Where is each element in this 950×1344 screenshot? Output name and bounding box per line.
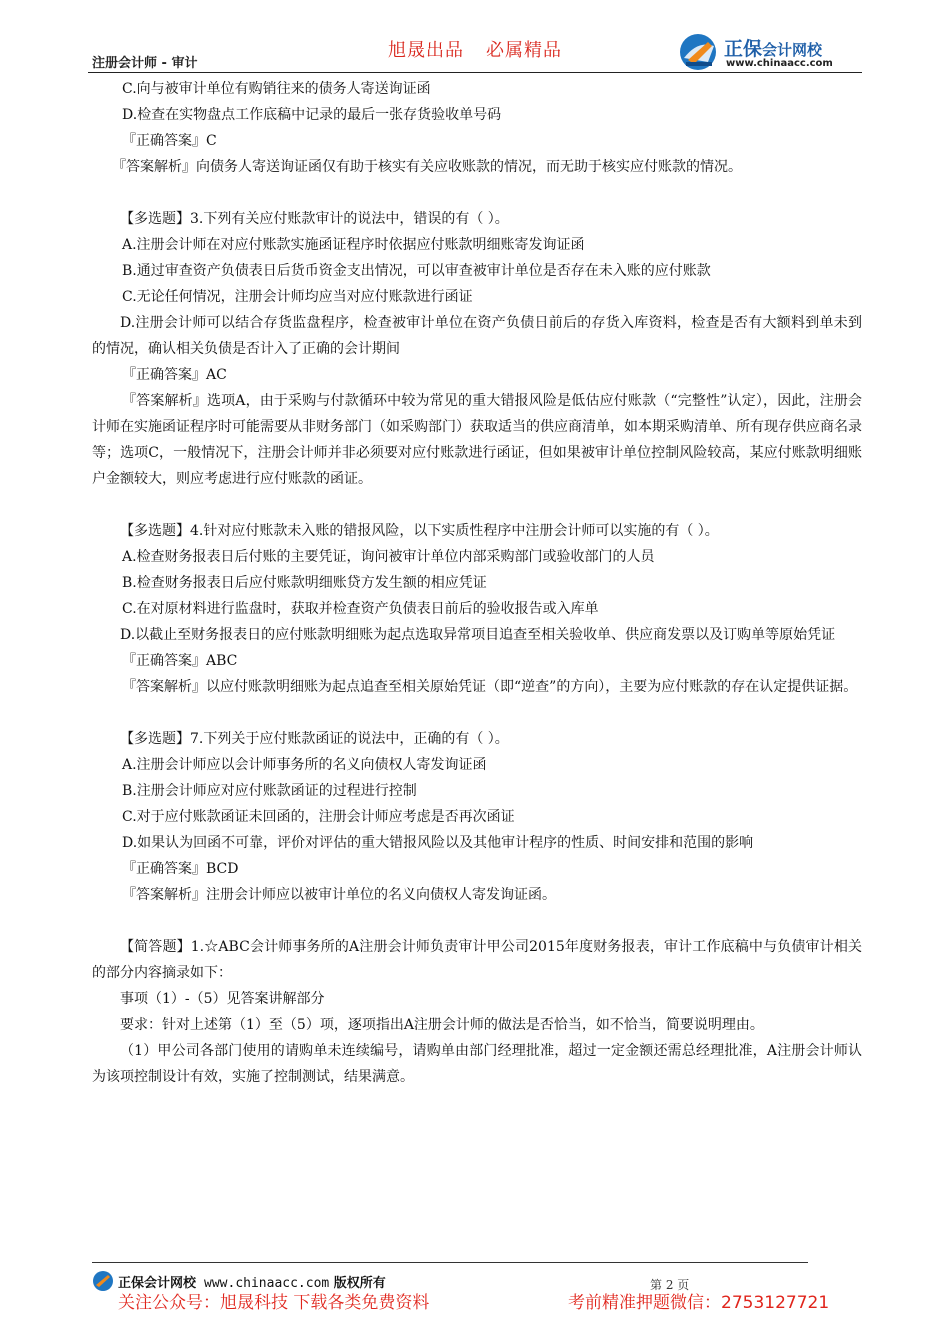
paragraph: D.以截止至财务报表日的应付账款明细账为起点选取异常项目追查至相关验收单、供应商发票以及订购单等原始凭证: [120, 627, 836, 643]
paragraph: 『答案解析』向债务人寄送询证函仅有助于核实有关应收账款的情况，而无助于核实应付账款的情况。: [112, 159, 742, 175]
header-divider: [88, 72, 862, 73]
watermark-right: 考前精准押题微信：2753127721: [568, 1293, 830, 1313]
footer-logo-icon: [92, 1270, 114, 1292]
paragraph: 『答案解析』选项A，由于采购与付款循环中较为常见的重大错报风险是低估应付账款（“完整性”认定），因此，注册会计师在实施函证程序时可能需要从非财务部门（如采购部门）获取适当的供应商清单，如本期采购清单、所有现存供应商名录等；选项C，一般情况下，注册会计师并非必须要对应付账款进行函证，但如果被审计单位控制风险较高，某应付账款明细账户金额较大，则应考虑进行应付账款的函证。: [92, 393, 862, 487]
paragraph: 『正确答案』ABC: [122, 653, 238, 669]
paragraph-gap: [92, 492, 862, 518]
paragraph: 『正确答案』AC: [122, 367, 227, 383]
paragraph: 要求：针对上述第（1）至（5）项，逐项指出A注册会计师的做法是否恰当，如不恰当，简要说明理由。: [120, 1017, 764, 1033]
watermark-left: 关注公众号：旭晟科技 下载各类免费资料: [118, 1293, 430, 1313]
paragraph: B.通过审查资产负债表日后货币资金支出情况，可以审查被审计单位是否存在未入账的应付账款: [122, 263, 711, 279]
paragraph-gap: [92, 180, 862, 206]
paragraph: 【多选题】4.针对应付账款未入账的错报风险，以下实质性程序中注册会计师可以实施的有（ ）。: [120, 523, 719, 539]
document-body: [92, 76, 862, 1090]
header-slogan: [388, 36, 584, 62]
logo-mark-icon: [678, 32, 720, 72]
paragraph: D.如果认为回函不可靠，评价对评估的重大错报风险以及其他审计程序的性质、时间安排和范围的影响: [122, 835, 754, 851]
paragraph: 事项（1）-（5）见答案讲解部分: [120, 991, 325, 1007]
footer-rights: 版权所有: [333, 1276, 386, 1291]
slogan-part-2: 必属精品: [486, 40, 562, 61]
paragraph: 『正确答案』BCD: [122, 861, 239, 877]
footer-url: www.chinaacc.com: [204, 1276, 330, 1291]
paragraph: D.检查在实物盘点工作底稿中记录的最后一张存货验收单号码: [122, 107, 502, 123]
paragraph: B.注册会计师应对应付账款函证的过程进行控制: [122, 783, 417, 799]
paragraph: 【简答题】1.☆ABC会计师事务所的A注册会计师负责审计甲公司2015年度财务报表，审计工作底稿中与负债审计相关的部分内容摘录如下：: [92, 939, 862, 981]
paragraph-gap: [92, 908, 862, 934]
footer-divider: [92, 1262, 808, 1263]
paragraph: B.检查财务报表日后应付账款明细账贷方发生额的相应凭证: [122, 575, 487, 591]
page-number: 第 2 页: [650, 1278, 690, 1292]
logo-name: 正保会计网校: [724, 38, 823, 60]
paragraph: A.注册会计师在对应付账款实施函证程序时依据应付账款明细账寄发询证函: [122, 237, 585, 253]
paragraph: 【多选题】3.下列有关应付账款审计的说法中，错误的有（ ）。: [120, 211, 509, 227]
paragraph: 『答案解析』注册会计师应以被审计单位的名义向债权人寄发询证函。: [122, 887, 556, 903]
paragraph: 【多选题】7.下列关于应付账款函证的说法中，正确的有（ ）。: [120, 731, 509, 747]
paragraph: 『答案解析』以应付账款明细账为起点追查至相关原始凭证（即“逆查”的方向），主要为应付账款的存在认定提供证据。: [122, 679, 858, 695]
paragraph: C.对于应付账款函证未回函的，注册会计师应考虑是否再次函证: [122, 809, 515, 825]
paragraph-gap: [92, 700, 862, 726]
paragraph: （1）甲公司各部门使用的请购单未连续编号，请购单由部门经理批准，超过一定金额还需总经理批准，A注册会计师认为该项控制设计有效，实施了控制测试，结果满意。: [92, 1043, 862, 1085]
footer-brand: 正保会计网校: [118, 1276, 197, 1291]
header-subject: 注册会计师 - 审计: [92, 56, 198, 71]
paragraph: A.检查财务报表日后付账的主要凭证，询问被审计单位内部采购部门或验收部门的人员: [122, 549, 655, 565]
paragraph: C.无论任何情况，注册会计师均应当对应付账款进行函证: [122, 289, 473, 305]
paragraph: 『正确答案』C: [122, 133, 217, 149]
slogan-part-1: 旭晟出品: [388, 40, 464, 61]
logo-url: www.chinaacc.com: [726, 58, 833, 69]
paragraph: C.向与被审计单位有购销往来的债务人寄送询证函: [122, 81, 431, 97]
paragraph: C.在对原材料进行监盘时，获取并检查资产负债表日前后的验收报告或入库单: [122, 601, 599, 617]
paragraph: D.注册会计师可以结合存货监盘程序，检查被审计单位在资产负债日前后的存货入库资料，检查是否有大额料到单未到的情况，确认相关负债是否计入了正确的会计期间: [92, 315, 862, 357]
brand-logo: [676, 30, 876, 74]
paragraph: A.注册会计师应以会计师事务所的名义向债权人寄发询证函: [122, 757, 487, 773]
